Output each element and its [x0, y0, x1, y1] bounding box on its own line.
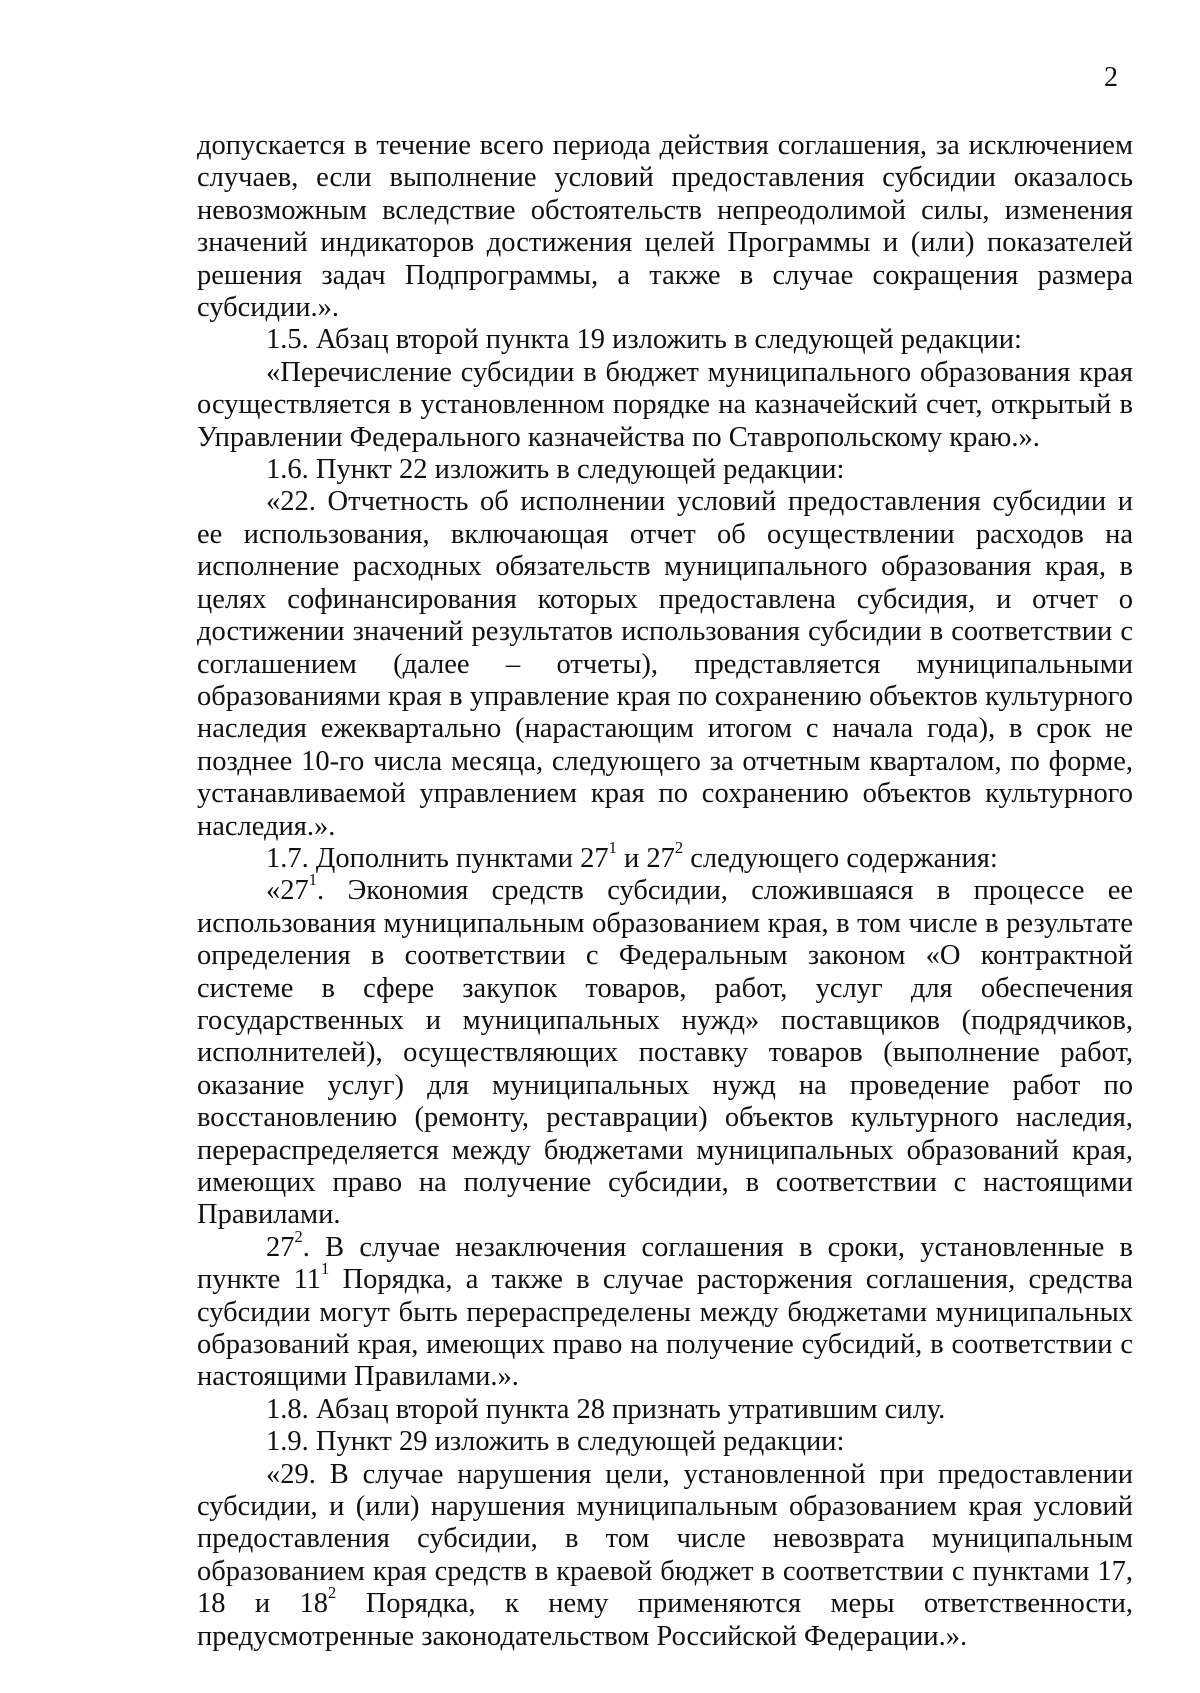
paragraph-item-1-6: 1.6. Пункт 22 изложить в следующей редакции:: [266, 454, 845, 486]
text-segment: «29. В случае нарушения цели, установленной при предоставлении субсидии, и (или) нарушения муниципальным образованием края условий предоставления субсидии, в том числе невозврата муниципальным образованием края средств в краевой бюджет в соответствии с пунктами 17, 18 и 18: [197, 1458, 1133, 1620]
paragraph-quote-29: [197, 1459, 1133, 1653]
text-segment: «27: [266, 875, 309, 907]
text-segment: . В случае незаключения соглашения в сроки, установленные в пункте 11: [197, 1231, 1133, 1296]
text-segment: следующего содержания:: [683, 842, 998, 874]
superscript: 2: [328, 1583, 337, 1603]
superscript: 1: [608, 837, 617, 857]
paragraph-item-1-7: [197, 837, 1133, 875]
superscript: 2: [294, 1226, 303, 1246]
text-segment: Порядка, а также в случае расторжения соглашения, средства субсидии могут быть перераспределены между бюджетами муниципальных образований края, имеющих право на получение субсидий, в соответствии с настоящими Правилами.».: [197, 1264, 1133, 1393]
superscript: 2: [674, 837, 684, 857]
text-segment: 1.7. Дополнить пунктами 27: [266, 842, 609, 874]
paragraph-continuation: допускается в течение всего периода действия соглашения, за исключением случаев, если выполнение условий предоставления субсидии оказалось невозможным вследствие обстоятельств непреодолимой силы, изменения значений индикаторов достижения целей Программы и (или) показателей решения задач Подпрограммы, а также в случае сокращения размера субсидии.».: [197, 130, 1133, 324]
paragraph-quote-27-2: [197, 1226, 1133, 1394]
text-segment: и 27: [616, 842, 675, 874]
paragraph-item-1-9: 1.9. Пункт 29 изложить в следующей редакции:: [266, 1426, 845, 1458]
paragraph-quote-transfer: «Перечисление субсидии в бюджет муниципального образования края осуществляется в установленном порядке на казначейский счет, открытый в Управлении Федерального казначейства по Ставропольскому краю.».: [197, 356, 1133, 453]
text-segment: Порядка, к нему применяются меры ответственности, предусмотренные законодательством Российской Федерации.».: [197, 1588, 1133, 1652]
superscript: 1: [308, 870, 318, 890]
superscript: 1: [321, 1259, 330, 1279]
paragraph-item-1-8: 1.8. Абзац второй пункта 28 признать утратившим силу.: [266, 1393, 946, 1425]
paragraph-quote-22: «22. Отчетность об исполнении условий предоставления субсидии и ее использования, включающая отчет об осуществлении расходов на исполнение расходных обязательств муниципального образования края, в целях софинансирования которых предоставлена субсидия, и отчет о достижении значений результатов использования субсидии в соответствии с соглашением (далее – отчеты), представляется муниципальными образованиями края в управление края по сохранению объектов культурного наследия ежеквартально (нарастающим итогом с начала года), в срок не позднее 10-го числа месяца, следующего за отчетным кварталом, по форме, устанавливаемой управлением края по сохранению объектов культурного наследия.».: [197, 486, 1133, 842]
paragraph-item-1-5: 1.5. Абзац второй пункта 19 изложить в следующей редакции:: [266, 324, 1022, 356]
document-body: [197, 130, 1133, 1653]
text-segment: . Экономия средств субсидии, сложившаяся в процессе ее использования муниципальным образованием края, в том числе в результате определения в соответствии с Федеральным законом «О контрактной системе в сфере закупок товаров, работ, услуг для обеспечения государственных и муниципальных нужд» поставщиков (подрядчиков, исполнителей), осуществляющих поставку товаров (выполнение работ, оказание услуг) для муниципальных нужд на проведение работ по восстановлению (ремонту, реставрации) объектов культурного наследия, перераспределяется между бюджетами муниципальных образований края, имеющих право на получение субсидии, в соответствии с настоящими Правилами.: [197, 875, 1133, 1231]
text-segment: 27: [266, 1231, 295, 1263]
page-number: 2: [1104, 62, 1118, 93]
paragraph-quote-27-1: [197, 870, 1133, 1231]
